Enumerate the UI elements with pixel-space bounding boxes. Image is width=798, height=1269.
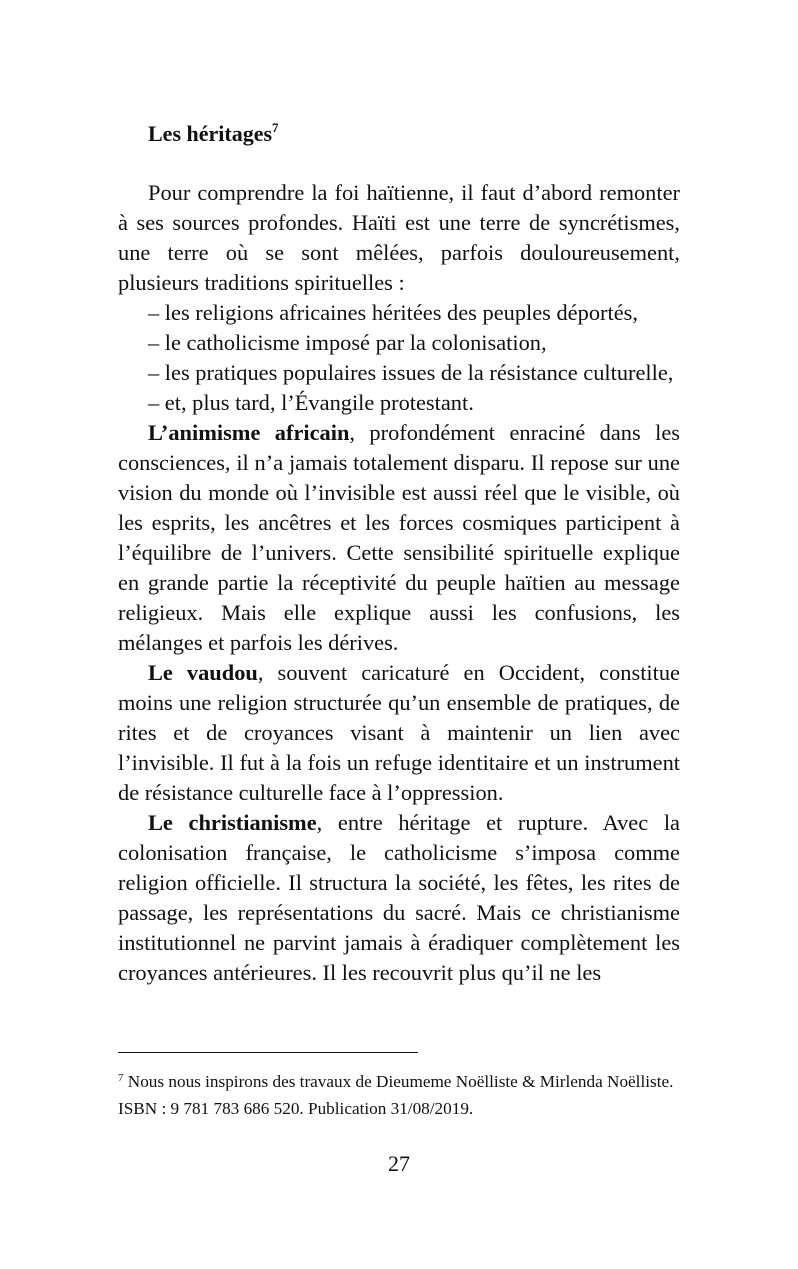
- term-christianity: Le christianisme: [148, 810, 317, 835]
- list-item-protestant-gospel: – et, plus tard, l’Évangile protestant.: [148, 390, 474, 415]
- section-heading: [148, 120, 279, 148]
- paragraph-christianity-text: , entre héritage et rupture. Avec la colonisation française, le catholicisme s’imposa comme religion officielle. Il structura la société, les fêtes, les rites de passage, les représentations du sacré. Mais ce christianisme institutionnel ne parvint jamais à éradiquer complètement les croyances antérieures. Il les recouvrit plus qu’il ne les: [118, 810, 680, 985]
- heading-title: Les héritages: [148, 121, 273, 146]
- paragraph-vodou-text: , souvent caricaturé en Occident, constitue moins une religion structurée qu’un ensemble de pratiques, de rites et de croyances visant à maintenir un lien avec l’invisible. Il fut à la fois un refuge identitaire et un instrument de résistance culturelle face à l’oppression.: [118, 660, 680, 805]
- list-item-african-religions: – les religions africaines héritées des peuples déportés,: [148, 300, 638, 325]
- term-animism: L’animisme africain: [148, 420, 350, 445]
- paragraph-christianity: [118, 808, 680, 988]
- footnote: [118, 1068, 680, 1122]
- paragraph-vodou: [118, 658, 680, 808]
- body-text: [118, 178, 680, 988]
- page-number: 27: [388, 1151, 410, 1176]
- footnote-text: Nous nous inspirons des travaux de Dieumeme Noëlliste & Mirlenda Noëlliste. ISBN : 9 781 783 686 520. Publication 31/08/2019.: [118, 1072, 674, 1118]
- intro-paragraph: Pour comprendre la foi haïtienne, il faut d’abord remonter à ses sources profondes. Haïti est une terre de syncrétismes, une terre où se sont mêlées, parfois douloureusement, plusieurs traditions spirituelles :: [118, 180, 680, 295]
- footnote-number: 7: [118, 1072, 124, 1084]
- term-vodou: Le vaudou: [148, 660, 258, 685]
- footnote-divider: [118, 1052, 418, 1053]
- list-item-popular-practices: – les pratiques populaires issues de la résistance culturelle,: [148, 360, 674, 385]
- footnote-reference[interactable]: 7: [272, 120, 279, 135]
- paragraph-animism: [118, 418, 680, 658]
- paragraph-animism-text: , profondément enraciné dans les consciences, il n’a jamais totalement disparu. Il repose sur une vision du monde où l’invisible est aussi réel que le visible, où les esprits, les ancêtres et les forces cosmiques participent à l’équilibre de l’univers. Cette sensibilité spirituelle explique en grande partie la réceptivité du peuple haïtien au message religieux. Mais elle explique aussi les confusions, les mélanges et parfois les dérives.: [118, 420, 681, 655]
- list-item-catholicism: – le catholicisme imposé par la colonisation,: [148, 330, 547, 355]
